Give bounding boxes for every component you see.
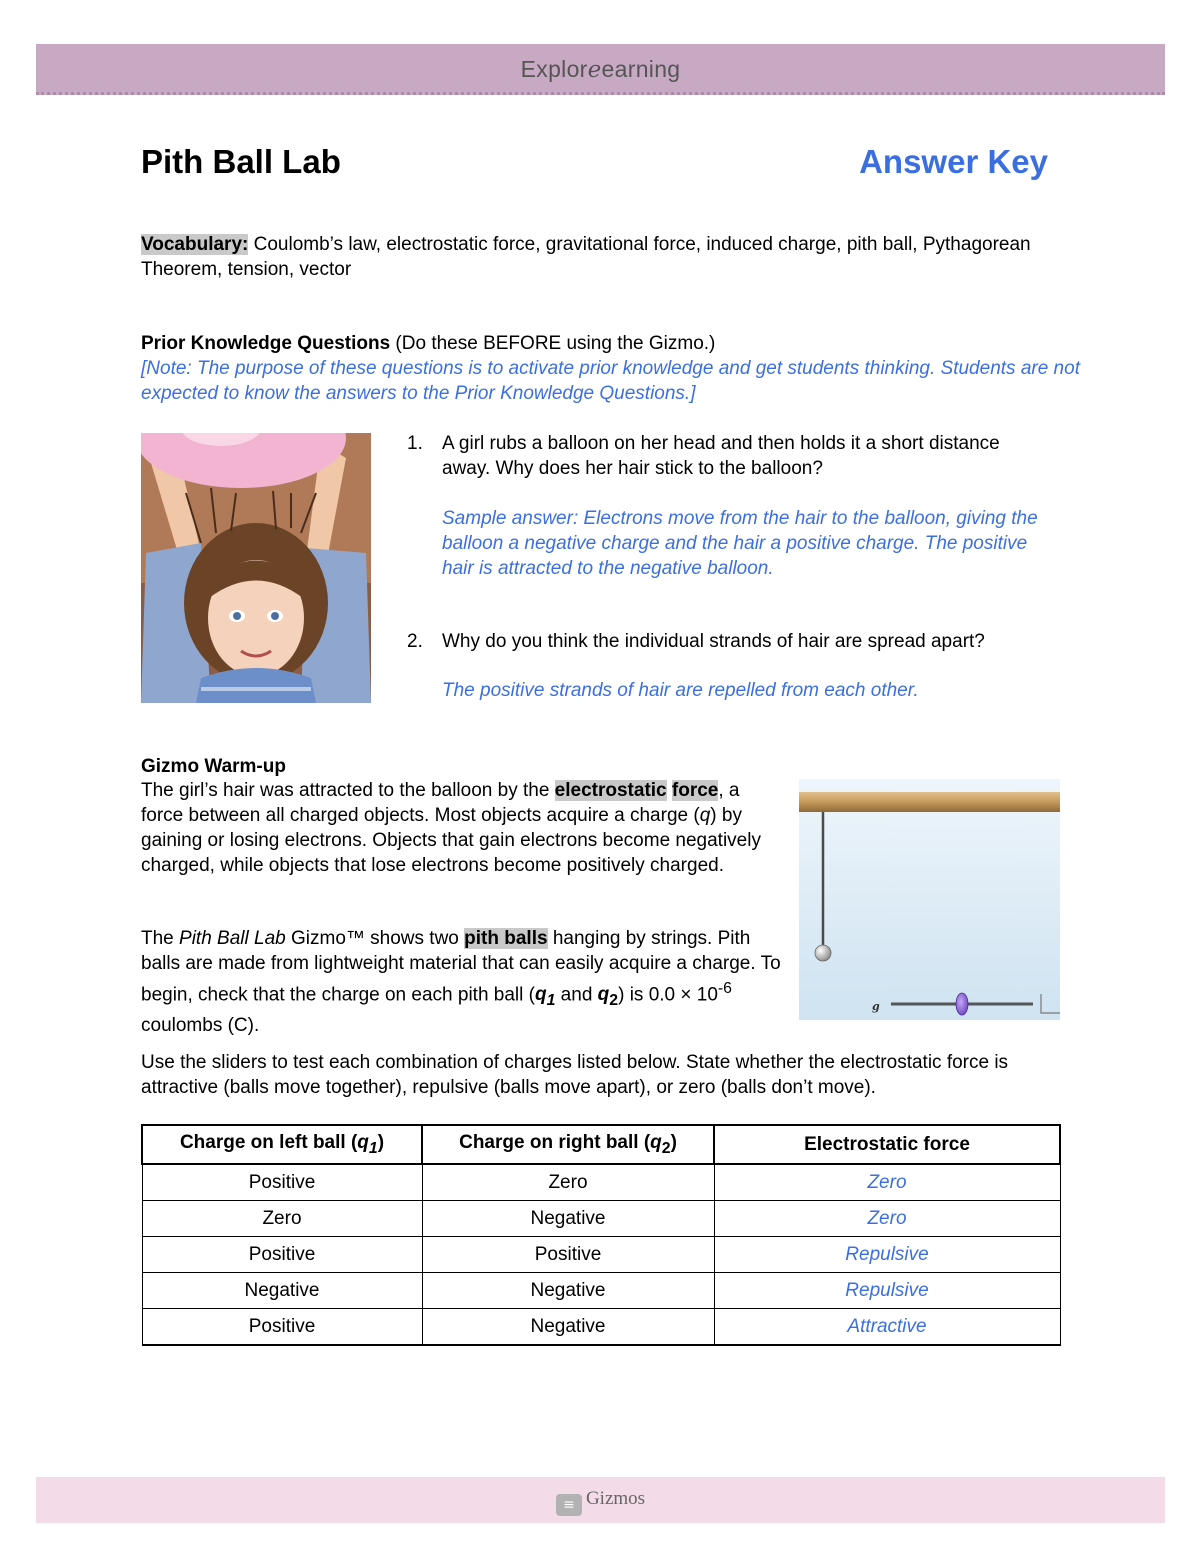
logo-text-post: earning bbox=[601, 56, 681, 82]
q1-symbol: q bbox=[534, 984, 547, 1006]
term-force: force bbox=[671, 780, 719, 801]
q1-subscript: 1 bbox=[546, 992, 556, 1010]
cell-force-answer: Zero bbox=[714, 1201, 1060, 1237]
header-right-close: ) bbox=[670, 1131, 677, 1153]
header-band bbox=[36, 44, 1165, 95]
vocabulary-label: Vocabulary: bbox=[141, 234, 249, 255]
warmup-p1-text-a: The girl’s hair was attracted to the balloon by the bbox=[141, 780, 555, 801]
gizmo-illustration bbox=[799, 779, 1060, 1020]
table-row bbox=[142, 1201, 1060, 1237]
gizmos-logo-text: Gizmos bbox=[585, 1488, 646, 1509]
table-header-row bbox=[142, 1125, 1060, 1164]
warmup-p2-and: and bbox=[555, 984, 598, 1006]
vocabulary-paragraph bbox=[141, 232, 1071, 282]
question-1-answer: Sample answer: Electrons move from the hair to the balloon, giving the balloon a negative charge and the hair a positive charge. The positive hair is attracted to the negative balloon. bbox=[442, 508, 1038, 579]
prior-knowledge-title: Prior Knowledge Questions bbox=[141, 333, 391, 354]
cell-left-charge: Negative bbox=[142, 1273, 422, 1309]
q2-subscript: 2 bbox=[609, 992, 619, 1010]
cell-force-answer: Repulsive bbox=[714, 1273, 1060, 1309]
cell-left-charge: Zero bbox=[142, 1201, 422, 1237]
cell-left-charge: Positive bbox=[142, 1237, 422, 1273]
warmup-p2-text-b: Gizmo™ shows two bbox=[285, 928, 465, 949]
vocabulary-terms: Coulomb’s law, electrostatic force, gravitational force, induced charge, pith ball, Pythagorean Theorem, tension, vector bbox=[141, 234, 1031, 280]
charge-symbol-q: q bbox=[699, 805, 711, 826]
header-left-var: q bbox=[357, 1131, 369, 1153]
question-2-text: Why do you think the individual strands of hair are spread apart? bbox=[442, 631, 985, 652]
question-1-text: A girl rubs a balloon on her head and then holds it a short distance away. Why does her hair stick to the balloon? bbox=[442, 433, 1000, 479]
pith-ball-gizmo-screenshot bbox=[799, 779, 1060, 1020]
gizmos-logo-icon: ≡ bbox=[556, 1494, 582, 1516]
cell-right-charge: Positive bbox=[422, 1237, 714, 1273]
warmup-paragraph-3: Use the sliders to test each combination of charges listed below. State whether the electrostatic force is attractive (balls move together), repulsive (balls move apart), or zero (balls don’t move). bbox=[141, 1052, 1009, 1098]
header-left-charge bbox=[142, 1125, 422, 1164]
cell-left-charge: Positive bbox=[142, 1164, 422, 1201]
table-row bbox=[142, 1309, 1060, 1346]
gizmo-name: Pith Ball Lab bbox=[179, 928, 286, 949]
girl-balloon-illustration bbox=[141, 433, 371, 703]
logo-swash: e bbox=[587, 57, 602, 83]
header-left-close: ) bbox=[377, 1131, 385, 1153]
cell-force-answer: Attractive bbox=[714, 1309, 1060, 1346]
header-right-text: Charge on right ball ( bbox=[459, 1131, 651, 1153]
teacher-note: [Note: The purpose of these questions is to activate prior knowledge and get students thinking. Students are not expected to know the answers to the Prior Knowledge Questions.] bbox=[141, 358, 1080, 404]
footer-band bbox=[36, 1477, 1165, 1523]
header-right-sub: 2 bbox=[661, 1139, 671, 1157]
warmup-p2-text-e: coulombs (C). bbox=[141, 1015, 260, 1037]
warmup-paragraph-1 bbox=[141, 778, 781, 878]
header-left-sub: 1 bbox=[368, 1139, 378, 1157]
girl-balloon-photo bbox=[141, 433, 371, 703]
warmup-p1-text-b: , a force between all charged objects. Most objects acquire a charge ( bbox=[141, 780, 740, 826]
table-row bbox=[142, 1237, 1060, 1273]
cell-force-answer: Repulsive bbox=[714, 1237, 1060, 1273]
explorelearning-logo bbox=[36, 56, 1165, 83]
warmup-p1-text-c: ) by gaining or losing electrons. Objects that gain electrons become negatively charged, while objects that lose electrons become positively charged. bbox=[141, 805, 761, 876]
gizmo-warmup-heading: Gizmo Warm-up bbox=[141, 756, 286, 777]
gizmos-logo bbox=[36, 1488, 1165, 1516]
table-row bbox=[142, 1273, 1060, 1309]
gizmo-slider-label: g bbox=[872, 1000, 880, 1013]
exponent: -6 bbox=[717, 980, 732, 997]
prior-knowledge-instruction: (Do these BEFORE using the Gizmo.) bbox=[390, 333, 716, 354]
support-rod bbox=[799, 792, 1060, 812]
question-2-answer: The positive strands of hair are repelled from each other. bbox=[442, 680, 919, 701]
cell-right-charge: Negative bbox=[422, 1201, 714, 1237]
header-electrostatic-force: Electrostatic force bbox=[714, 1125, 1060, 1164]
cell-left-charge: Positive bbox=[142, 1309, 422, 1346]
header-left-text: Charge on left ball ( bbox=[179, 1131, 358, 1153]
answer-key-label: Answer Key bbox=[859, 143, 1048, 180]
warmup-paragraph-2 bbox=[141, 926, 781, 1038]
cell-right-charge: Negative bbox=[422, 1273, 714, 1309]
pith-ball bbox=[815, 945, 831, 961]
term-electrostatic: electrostatic bbox=[554, 780, 667, 801]
warmup-p2-text-c: hanging by strings. Pith balls are made from lightweight material that can easily acquire a charge. To begin, check that the charge on each pith ball ( bbox=[141, 928, 781, 1006]
warmup-p2-text-d: ) is 0.0 × 10 bbox=[618, 984, 718, 1006]
question-2-number: 2. bbox=[407, 631, 423, 652]
header-right-charge bbox=[422, 1125, 714, 1164]
gizmo-slider-knob[interactable] bbox=[956, 993, 968, 1015]
term-pith-balls: pith balls bbox=[464, 928, 548, 949]
cell-right-charge: Negative bbox=[422, 1309, 714, 1346]
logo-text-pre: Explor bbox=[520, 56, 588, 82]
header-right-var: q bbox=[650, 1131, 662, 1153]
q2-symbol: q bbox=[597, 984, 610, 1006]
cell-force-answer: Zero bbox=[714, 1164, 1060, 1201]
charge-combination-table bbox=[141, 1124, 1061, 1346]
page-title: Pith Ball Lab bbox=[141, 143, 341, 180]
cell-right-charge: Zero bbox=[422, 1164, 714, 1201]
question-1-number: 1. bbox=[407, 433, 423, 454]
warmup-p2-text-a: The bbox=[141, 928, 180, 949]
prior-knowledge-heading bbox=[141, 331, 1081, 356]
table-row bbox=[142, 1164, 1060, 1201]
